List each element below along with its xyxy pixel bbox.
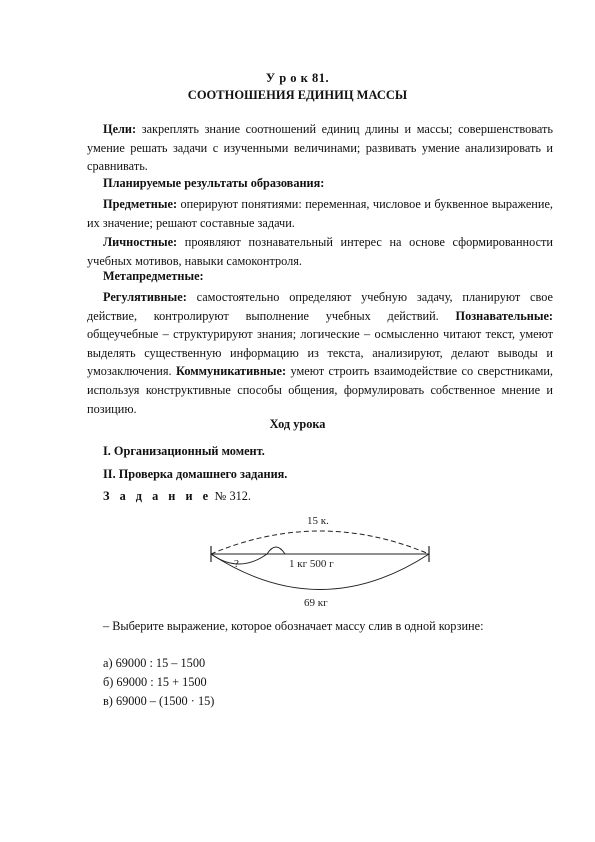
question-text: – Выберите выражение, которое обозначает массу слив в одной корзине: bbox=[103, 619, 484, 633]
subject-text: оперируют понятиями: переменная, числовое и буквенное выражение, их значение; решают составные задачи. bbox=[87, 197, 553, 230]
subject-label: Предметные: bbox=[103, 197, 178, 211]
meta-heading: Метапредметные: bbox=[103, 269, 204, 283]
goals-label: Цели: bbox=[103, 122, 137, 136]
lesson-number: У р о к 81. bbox=[265, 71, 330, 85]
planned-results-heading: Планируемые результаты образования: bbox=[103, 176, 325, 190]
personal-label: Личностные: bbox=[103, 235, 178, 249]
diagram-top-label: 15 к. bbox=[307, 515, 329, 527]
lesson-course-heading: Ход урока bbox=[269, 417, 326, 431]
section-homework-check: II. Проверка домашнего задания. bbox=[103, 467, 288, 481]
lesson-title: СООТНОШЕНИЯ ЕДИНИЦ МАССЫ bbox=[187, 88, 408, 102]
diagram-small-arc bbox=[211, 554, 267, 564]
diagram-bottom-label: 69 кг bbox=[304, 597, 328, 609]
regulative-text: самостоятельно определяют учебную задачу, планируют свое действие, контролируют выполнение учебных действий. bbox=[87, 290, 553, 323]
diagram-segment-label: 1 кг 500 г bbox=[289, 558, 334, 570]
communicative-label: Коммуникативные: bbox=[176, 364, 287, 379]
task-number: № 312. bbox=[211, 489, 251, 503]
personal-text: проявляют познавательный интерес на основе сформированности учебных мотивов, навыки самоконтроля. bbox=[87, 235, 553, 268]
diagram-top-arc bbox=[211, 531, 429, 554]
regulative-label: Регулятивные: bbox=[103, 290, 187, 304]
task-word: З а д а н и е bbox=[103, 489, 212, 503]
diagram-segment-arc bbox=[267, 547, 285, 554]
communicative-text: умеют строить взаимодействие со сверстниками, используя конструктивные способы общения, формулировать собственное мнение и позицию. bbox=[87, 364, 554, 416]
goals-text: закреплять знание соотношений единиц длины и массы; совершенствовать умение решать задачи с изученными величинами; развивать умение анализировать и сравнивать. bbox=[87, 122, 553, 174]
cognitive-label: Познавательные: bbox=[455, 308, 553, 323]
option-b: б) 69000 : 15 + 1500 bbox=[103, 675, 207, 689]
cognitive-text: общеучебные – структурируют знания; логические – осмысленно читают текст, умеют выделять существенную информацию из текста, анализируют, делают выводы и умозаключения. bbox=[87, 327, 553, 379]
option-c: в) 69000 – (1500 · 15) bbox=[103, 694, 215, 708]
option-a: а) 69000 : 15 – 1500 bbox=[103, 656, 206, 670]
diagram-question-label: ? bbox=[234, 558, 239, 570]
section-org-moment: I. Организационный момент. bbox=[103, 444, 265, 458]
